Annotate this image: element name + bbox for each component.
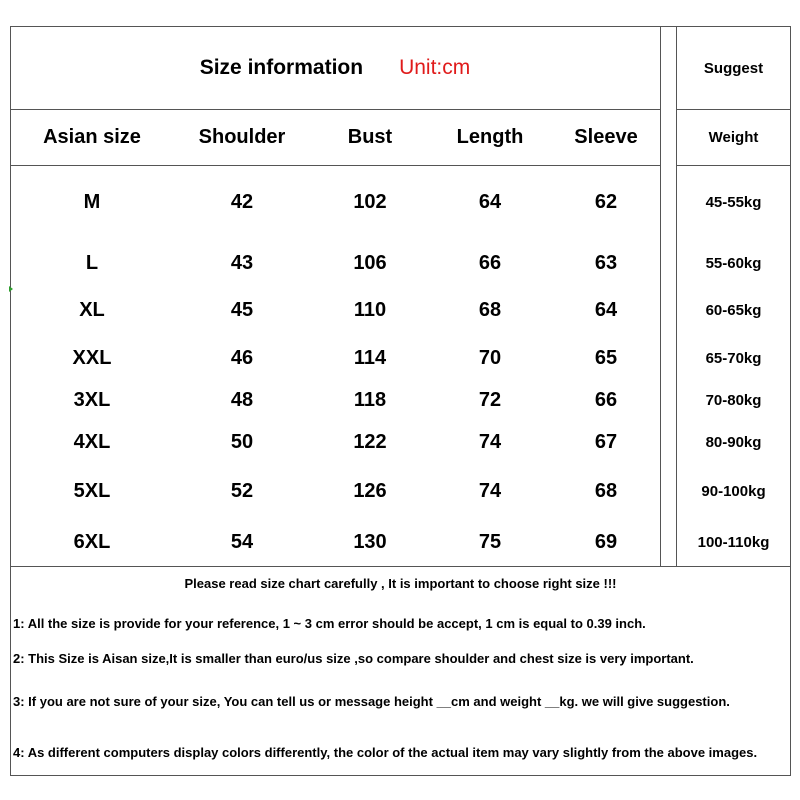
cell-weight: 90-100kg: [701, 482, 766, 500]
unit-label: Unit:cm: [399, 56, 471, 79]
cell-length: 74: [478, 479, 502, 502]
cell-size: 4XL: [73, 430, 111, 453]
cell-bust: 106: [353, 251, 387, 274]
cell-size: 3XL: [73, 388, 111, 411]
cell-sleeve: 69: [594, 530, 618, 553]
cell-weight: 45-55kg: [705, 193, 762, 211]
cell-size: M: [83, 190, 101, 213]
column-header-length: Length: [456, 126, 524, 148]
cell-length: 70: [478, 346, 502, 369]
cell-size: XL: [79, 298, 105, 321]
cell-length: 74: [478, 430, 502, 453]
cell-length: 72: [478, 388, 502, 411]
cell-sleeve: 65: [594, 346, 618, 369]
cell-bust: 110: [353, 298, 387, 321]
cell-size: 5XL: [73, 479, 111, 502]
cell-size: XXL: [72, 346, 112, 369]
cell-shoulder: 42: [230, 190, 254, 213]
cell-weight: 55-60kg: [705, 254, 762, 272]
cell-weight: 80-90kg: [705, 433, 762, 451]
cell-bust: 118: [353, 388, 387, 411]
cell-weight: 70-80kg: [705, 391, 762, 409]
column-header-size: Asian size: [43, 126, 141, 148]
cell-shoulder: 52: [230, 479, 254, 502]
note-2: 2: This Size is Aisan size,It is smaller than euro/us size ,so compare shoulder and chest size is very important.: [13, 651, 694, 666]
cell-shoulder: 45: [230, 298, 254, 321]
row-divider: [10, 165, 660, 166]
cell-length: 75: [478, 530, 502, 553]
cell-length: 68: [478, 298, 502, 321]
cell-length: 66: [478, 251, 502, 274]
cell-bust: 130: [353, 530, 387, 553]
column-header-weight: Weight: [708, 129, 759, 146]
cell-sleeve: 67: [594, 430, 618, 453]
cell-shoulder: 48: [230, 388, 254, 411]
cell-sleeve: 64: [594, 298, 618, 321]
cell-sleeve: 66: [594, 388, 618, 411]
cell-shoulder: 50: [230, 430, 254, 453]
note-1: 1: All the size is provide for your reference, 1 ~ 3 cm error should be accept, 1 cm is equal to 0.39 inch.: [13, 616, 646, 631]
cell-bust: 122: [353, 430, 387, 453]
notice-text: Please read size chart carefully , It is important to choose right size !!!: [184, 576, 617, 591]
cell-sleeve: 62: [594, 190, 618, 213]
column-header-bust: Bust: [347, 126, 393, 148]
cell-bust: 126: [353, 479, 387, 502]
cell-weight: 100-110kg: [697, 533, 770, 551]
column-header-shoulder: Shoulder: [198, 126, 286, 148]
cell-shoulder: 43: [230, 251, 254, 274]
cell-shoulder: 46: [230, 346, 254, 369]
chart-title: Size information: [199, 56, 364, 79]
title-bar: [10, 26, 660, 110]
cell-size: 6XL: [73, 530, 111, 553]
row-divider: [676, 165, 791, 166]
column-header-sleeve: Sleeve: [574, 126, 638, 148]
cell-length: 64: [478, 190, 502, 213]
cell-shoulder: 54: [230, 530, 254, 553]
cell-size: L: [85, 251, 99, 274]
cell-bust: 102: [353, 190, 387, 213]
note-4: 4: As different computers display colors differently, the color of the actual item may vary slightly from the above images.: [13, 745, 758, 760]
note-3: 3: If you are not sure of your size, You can tell us or message height __cm and weight __kg. we will give suggestion.: [13, 694, 730, 709]
margin-mark: [9, 286, 13, 292]
cell-weight: 65-70kg: [705, 349, 762, 367]
row-divider: [10, 566, 791, 567]
cell-bust: 114: [353, 346, 387, 369]
cell-weight: 60-65kg: [705, 301, 762, 319]
cell-sleeve: 68: [594, 479, 618, 502]
suggest-label: Suggest: [703, 59, 764, 77]
column-divider: [660, 26, 661, 566]
cell-sleeve: 63: [594, 251, 618, 274]
